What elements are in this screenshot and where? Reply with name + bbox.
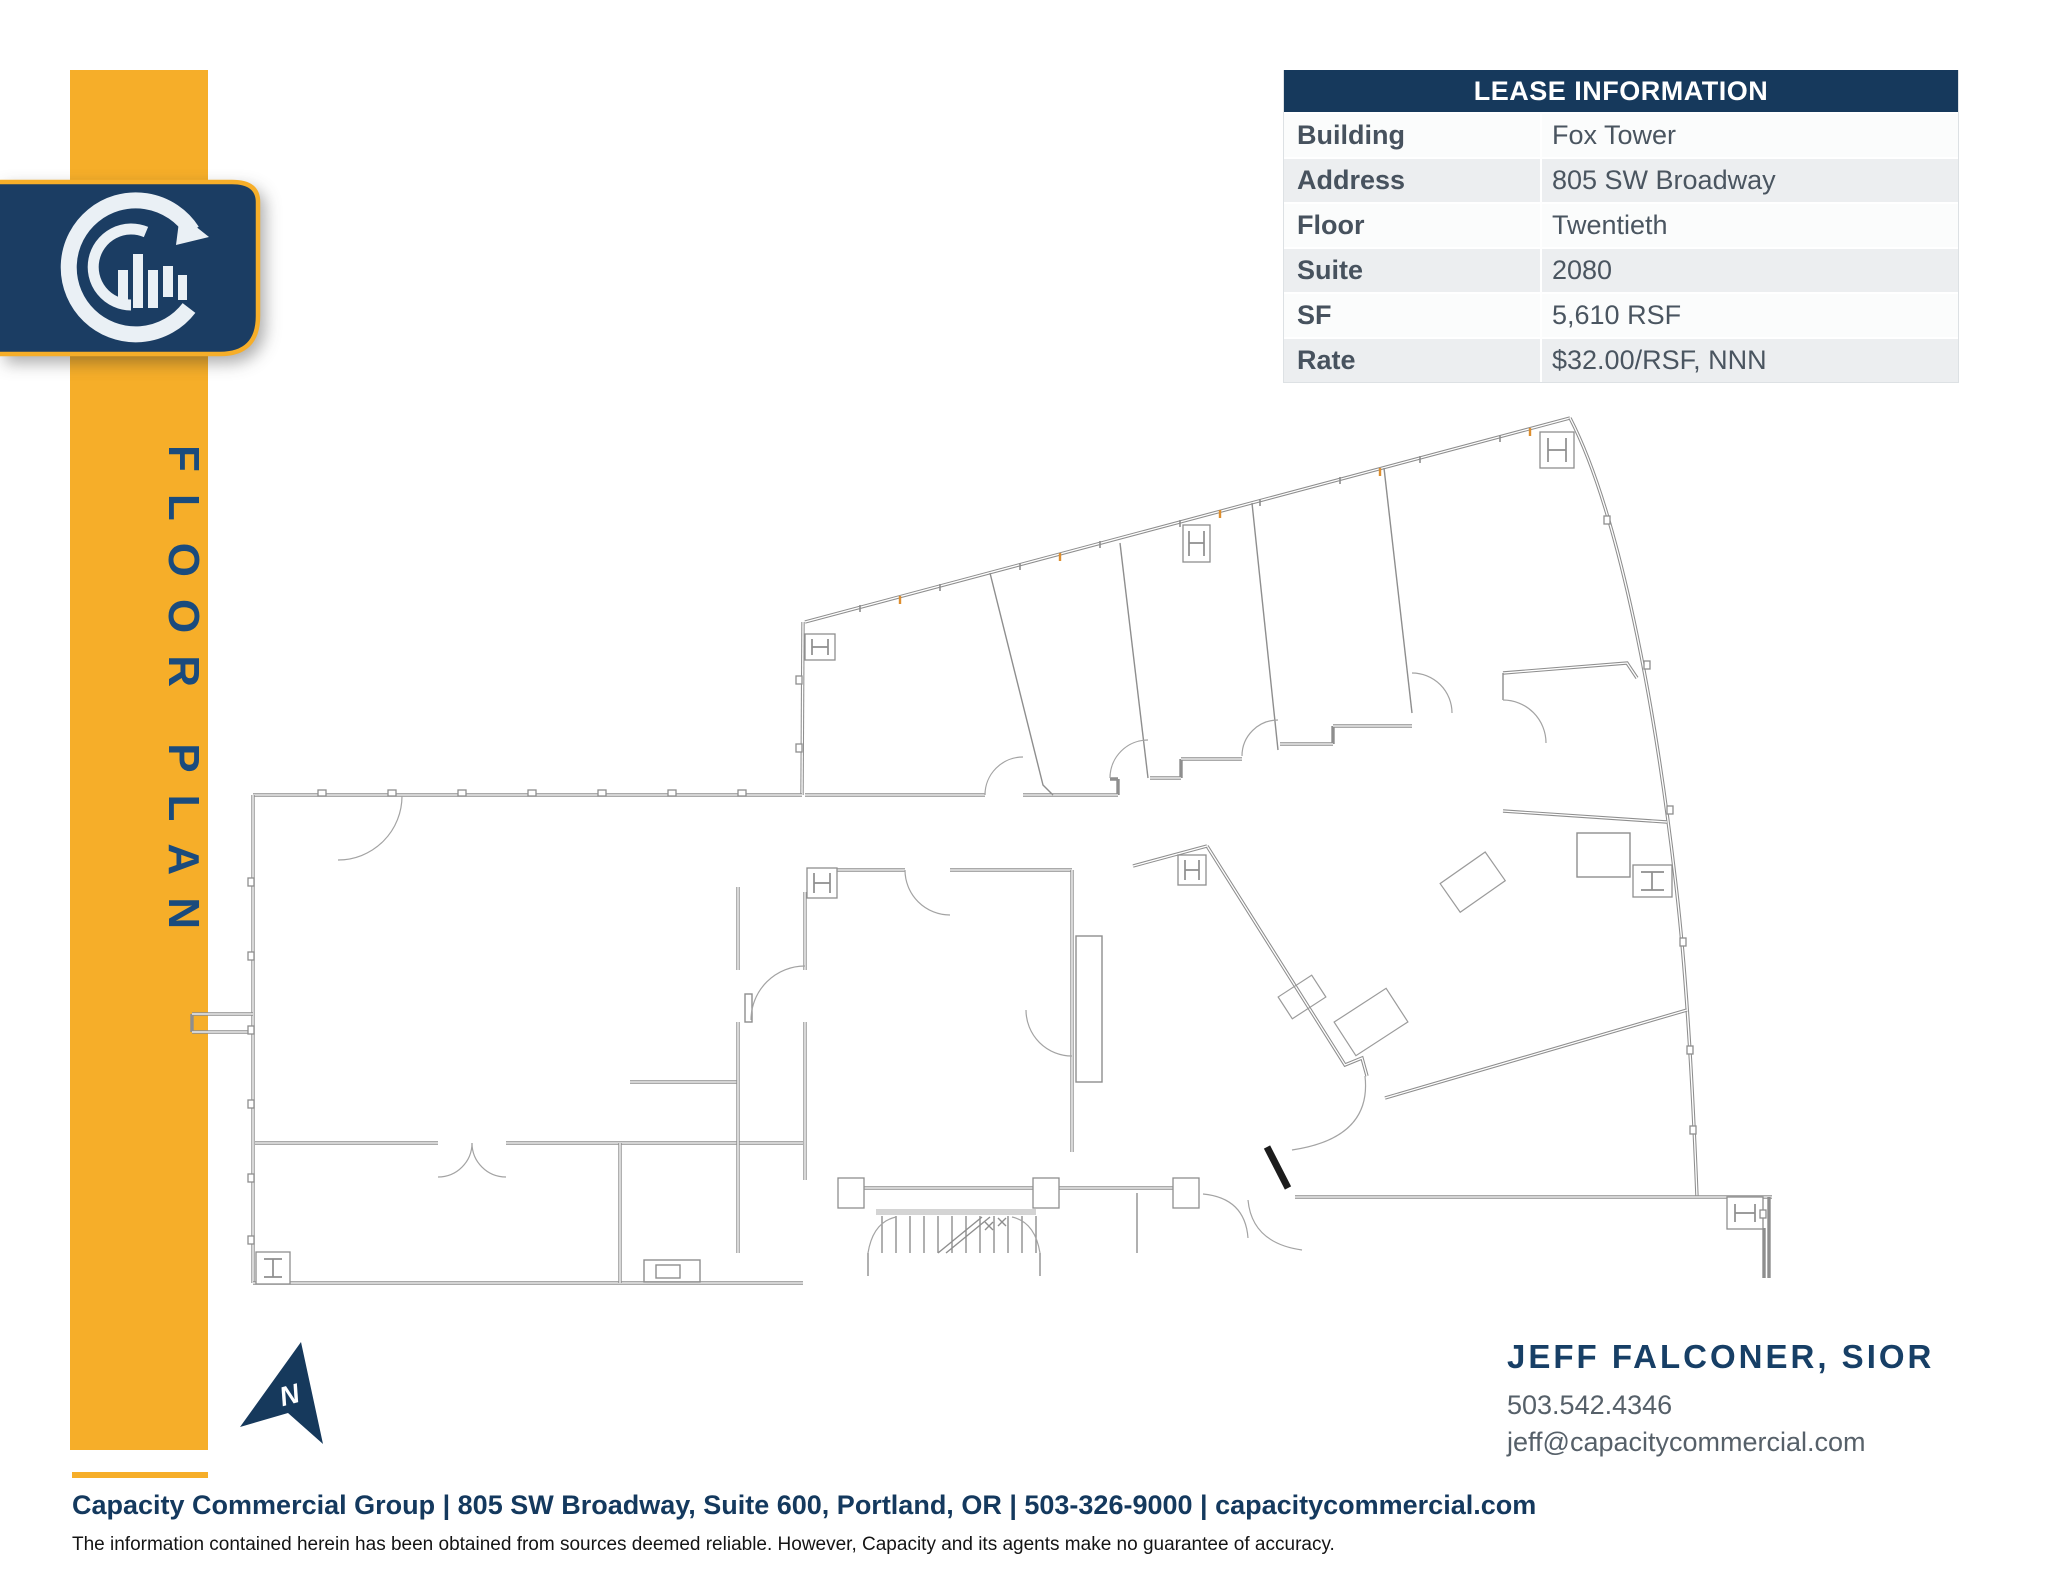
lease-info-table [1283, 70, 1959, 383]
table-row [1284, 202, 1958, 247]
compass-north-letter: N [276, 1378, 303, 1413]
row-label: Address [1284, 159, 1542, 202]
footer-company-line: Capacity Commercial Group | 805 SW Broadway, Suite 600, Portland, OR | 503-326-9000 | capacitycommercial.com [72, 1490, 1537, 1520]
row-value: 2080 [1552, 255, 1613, 285]
row-value: $32.00/RSF, NNN [1552, 345, 1767, 375]
capacity-commercial-logo [0, 178, 270, 360]
exterior-walls [192, 418, 1772, 1283]
lease-info-header: LEASE INFORMATION [1284, 70, 1958, 112]
furniture [1278, 852, 1505, 1056]
broker-contact-block [1507, 1338, 1934, 1458]
suite-entry-door-marker [1267, 1147, 1288, 1188]
row-label: Floor [1284, 204, 1542, 247]
broker-email: jeff@capacitycommercial.com [1507, 1427, 1866, 1457]
row-value: Fox Tower [1552, 120, 1677, 150]
row-label: Rate [1284, 339, 1542, 382]
row-label: Building [1284, 114, 1542, 157]
table-row [1284, 337, 1958, 382]
row-value: 805 SW Broadway [1552, 165, 1776, 195]
north-arrow-icon [238, 1336, 348, 1456]
interior-walls [255, 663, 1687, 1283]
row-label: SF [1284, 294, 1542, 337]
door-arcs [338, 673, 1546, 1250]
capacity-logo-icon [0, 178, 270, 360]
footer-accent-rule [72, 1472, 208, 1478]
column-markers [256, 432, 1763, 1284]
row-value: Twentieth [1552, 210, 1668, 240]
row-value: 5,610 RSF [1552, 300, 1682, 330]
footer-disclaimer: The information contained herein has been obtained from sources deemed reliable. However, Capacity and its agents make no guarantee of accuracy. [72, 1534, 1335, 1555]
table-row [1284, 157, 1958, 202]
broker-name: JEFF FALCONER, SIOR [1507, 1338, 1935, 1375]
floor-plan-drawing [190, 410, 1790, 1290]
table-row [1284, 247, 1958, 292]
partition-walls [644, 468, 1630, 1282]
window-ticks [248, 428, 1766, 1244]
table-row [1284, 292, 1958, 337]
broker-phone: 503.542.4346 [1507, 1390, 1673, 1420]
table-row [1284, 112, 1958, 157]
page-title: FLOOR PLAN [159, 445, 208, 951]
row-label: Suite [1284, 249, 1542, 292]
